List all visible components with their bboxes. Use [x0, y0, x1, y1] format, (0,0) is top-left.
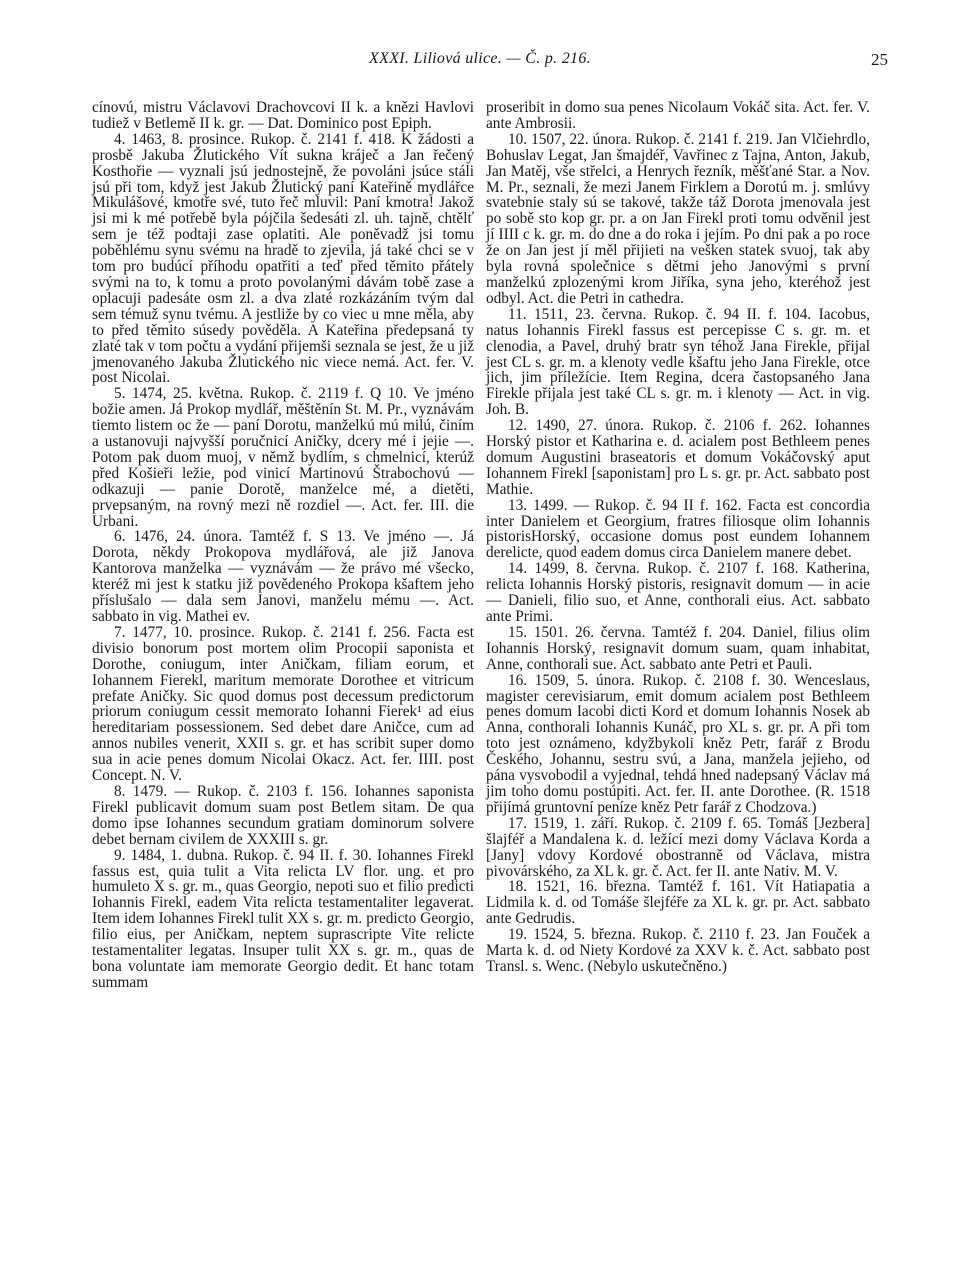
entry-10: 10. 1507, 22. února. Rukop. č. 2141 f. 219. Jan Vlčiehrdlo, Bohuslav Legat, Jan šmajdéř, Vavřinec z Tajna, Anton, Jakub, Jan Matěj, vše střelci, a Henrych řezník, měšťané Star. a Nov. M. Pr., seznali, že mezi Janem Firklem a Dorotú m. j. smlúvy svatebnie staly sú se takové, takže táž Dorota jmenovala jest po sobě sto kop gr. pr. a on Jan Firekl proti tomu odvěnil jest jí IIII c k. gr. m. do dne a do roka i jejím. Po dni pak a po roce že on Jan jest jí měl přijieti na vešken statek svuoj, tak aby byla rovná společnice s dětmi jeho Janovými s první manželkú zplozenými krom Jiříka, syna jeho, kteréhož jest odbyl. Act. die Petri in cathedra. — [486, 130, 870, 307]
entry-19: 19. 1524, 5. března. Rukop. č. 2110 f. 23. Jan Fouček a Marta k. d. od Niety Kordové za XXV k. č. Act. sabbato post Transl. s. Wenc. (Nebylo uskutečněno.) — [486, 926, 870, 975]
entry-5: 5. 1474, 25. května. Rukop. č. 2119 f. Q 10. Ve jméno božie amen. Já Prokop mydlář, měštěnín St. M. Pr., vyznávám tiemto listem oc že — paní Dorotu, manželkú mú milú, činím a ustanovuji najvyšší poručnicí Aničky, dcery mé i jejie —. Potom pak duom muoj, v němž bydlím, s chmelnicí, kterúž před Košieři ležie, pod vinicí Martinovú Štrabochovú — odkazuji — panie Dorotě, manželce mé, a dietěti, prvepsaným, na rovný mezi ně rozdiel —. Act. fer. III. die Urbani. — [92, 385, 474, 530]
entry-7: 7. 1477, 10. prosince. Rukop. č. 2141 f. 256. Facta est divisio bonorum post mortem olim Procopii saponista et Dorothe, coniugum, inter Aničkam, filiam eorum, et Iohannem Fierekl, maritum memorate Dorothee et vitricum prefate Aničky. Sic quod domus post decessum predictorum priorum coniugum cessit memorato Iohanni Fierek¹ ad eius hereditariam possessionem. Sed debet dare Aničce, cum ad annos nubiles venerit, XXII s. gr. et has scribit super domo sua in acie penes domum Nicolai Okacz. Act. fer. IIII. post Concept. N. V. — [92, 623, 474, 785]
entry-16: 16. 1509, 5. února. Rukop. č. 2108 f. 30. Wenceslaus, magister cerevisiarum, emit domum acialem post Bethleem penes domum Iacobi dicti Kord et domum Iohannis Nosek ab Anna, conthorali Iohannis Kunáč, pro XL s. gr. pr. A při tom toto jest oznámeno, kdyžbykoli kněz Petr, farář z Brodu Českého, Johannu, sestru svú, a Jana, manžela jejieho, od pána vysvobodil a vyjednal, tehdá hned nadepsaný Václav má jim toho domu postúpiti. Act. fer. II. ante Dorothee. (R. 1518 přijímá gruntovní peníze kněz Petr farář z Chodzova.) — [486, 671, 870, 816]
entry-12: 12. 1490, 27. února. Rukop. č. 2106 f. 262. Iohannes Horský pistor et Katharina e. d. acialem post Bethleem penes domum Augustini braseatoris et domum Vokáčovský aput Iohannem Firekl [saponistam] pro L s. gr. pr. Act. sabbato post Mathie. — [486, 417, 870, 498]
paragraph-continuation: cínovú, mistru Václavovi Drachovcovi II k. a knězi Havlovi tudiež v Betlemě II k. gr. — Dat. Dominico post Epiph. — [92, 99, 474, 132]
left-column — [92, 100, 474, 991]
entry-18: 18. 1521, 16. března. Tamtéž f. 161. Vít Hatiapatia a Lidmila k. d. od Tomáše šlejféře za XL k. gr. pr. Act. sabbato ante Gedrudis. — [486, 878, 870, 928]
running-head — [0, 50, 960, 74]
entry-13: 13. 1499. — Rukop. č. 94 II f. 162. Facta est concordia inter Danielem et Georgium, fratres filiosque olim Iohannis pistorisHorský, occasione domus post eundem Iohannem derelicte, quod eadem domus circa Danielem manere debet. — [486, 496, 870, 562]
right-column — [486, 100, 870, 975]
page-number: 25 — [871, 50, 888, 69]
entry-6: 6. 1476, 24. února. Tamtéž f. S 13. Ve jméno —. Já Dorota, někdy Prokopova mydlářová, ale již Janova Kantorova manželka — vyznávám — že právo mé všecko, kteréž mi jest k statku již povědeného Prokopa kšaftem jeho příslušalo — dala sem Janovi, manželu mému —. Act. sabbato in vig. Mathei ev. — [92, 528, 474, 625]
entry-15: 15. 1501. 26. června. Tamtéž f. 204. Daniel, filius olim Iohannis Horský, resignavit domum suam, quam inhabitat, Anne, conthorali sue. Act. sabbato ante Petri et Pauli. — [486, 623, 870, 673]
entry-11: 11. 1511, 23. června. Rukop. č. 94 II. f. 104. Iacobus, natus Iohannis Firekl fassus est percepisse C s. gr. m. et clenodia, a Pavel, druhý bratr syn téhož Jana Firekle, přijal jest CL s. gr. m. a klenoty vedle kšaftu jeho Jana Firekle, otce jich, jim příležície. Item Regina, dcera častopsaného Jana Firekle přijala jest také CL s. gr. m. i klenoty — Act. in vig. Joh. B. — [486, 305, 870, 419]
running-title: XXXI. Liliová ulice. — Č. p. 216. — [369, 50, 591, 67]
entry-9: 9. 1484, 1. dubna. Rukop. č. 94 II. f. 30. Iohannes Firekl fassus est, quia tulit a Vita relicta LV flor. ung. et pro humuleto X s. gr. m., quas Georgio, nepoti suo et filio predicti Iohannis Firekl, eadem Vita relicta testamentaliter legaverat. Item idem Iohannes Firekl tulit XX s. gr. m. predicto Georgio, filio eius, per Aničkam, neptem suprascripte Vite relicte testamentaliter legatas. Insuper tulit XX s. gr. m., quas de bona voluntate iam memorate Georgio dedit. Et hanc totam summam — [92, 846, 474, 991]
entry-14: 14. 1499, 8. června. Rukop. č. 2107 f. 168. Katherina, relicta Iohannis Horský pistoris, resignavit domum — in acie — Danieli, filio suo, et Anne, conthorali eius. Act. sabbato ante Primi. — [486, 560, 870, 625]
paragraph-continuation: proseribit in domo sua penes Nicolaum Vokáč sita. Act. fer. V. ante Ambrosii. — [486, 99, 870, 132]
entry-8: 8. 1479. — Rukop. č. 2103 f. 156. Iohannes saponista Firekl publicavit domum suam post Betlem sitam. De qua domo ipse Iohannes secundum gratiam dominorum solvere debet bernam civilem de XXXIII s. gr. — [92, 782, 474, 848]
entry-4: 4. 1463, 8. prosince. Rukop. č. 2141 f. 418. K žádosti a prosbě Jakuba Žlutického Vít sukna kráječ a Jan řečený Kosthořie — vyznali jsú jednostejně, že povoláni jsúce stáli jsú při tom, když jest Jakub Žlutický paní Kateřině mydlářce Mikulášové, kmotře své, tuto řeč mluvil: Paní kmotra! Jakož jsi mi k mé potřebě byla pójčila šedesáti zl. uh. tajně, chtělť sem je též podtaji zase oplatiti. Ale poněvadž jsi tomu poběhlému synu svému na hradě to zjevila, já také chci se v tom pro budúcí příhodu opatřiti a teď před těmito přátely svými na to, k tomu a proto povolanými dávám tobě zase a oplacuji padesáte osm zl. a dva zlaté rozkázáním tvým dal sem témuž synu tvému. A jestliže by co viec u mne měla, aby to před těmito súsedy pověděla. A Kateřina předepsaná ty zlaté tak v tom počtu a vydání přijemši seznala se jest, že u již jmenovaného Jakuba Žlutického nic viece nemá. Act. fer. V. post Nicolai. — [92, 130, 474, 387]
entry-17: 17. 1519, 1. září. Rukop. č. 2109 f. 65. Tomáš [Jezbera] šlajféř a Mandalena k. d. ležící mezi domy Václava Korda a [Jany] vdovy Kordové obostranně od Václava, mistra pivovárského, za XL k. gr. č. Act. fer II. ante Nativ. M. V. — [486, 814, 870, 880]
